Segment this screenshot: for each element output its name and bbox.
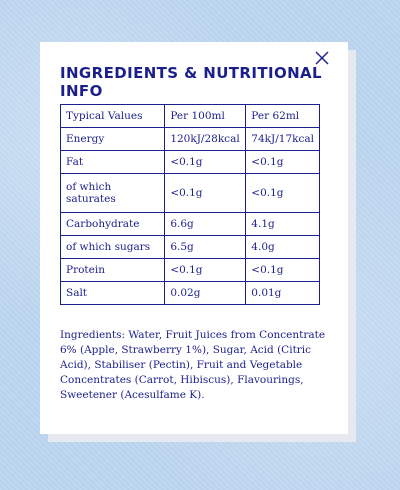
row-value-100ml: 0.02g [165, 282, 246, 305]
row-value-100ml: 120kJ/28kcal [165, 128, 246, 151]
row-value-62ml: 0.01g [246, 282, 320, 305]
table-row [61, 282, 320, 305]
table-row [61, 174, 320, 213]
row-value-62ml: 4.1g [246, 213, 320, 236]
header-per-62ml: Per 62ml [246, 105, 320, 128]
row-label: Protein [61, 259, 165, 282]
row-label: Energy [61, 128, 165, 151]
panel-title: INGREDIENTS & NUTRITIONAL INFO [60, 64, 323, 100]
row-value-62ml: <0.1g [246, 151, 320, 174]
row-value-62ml: 4.0g [246, 236, 320, 259]
table-row [61, 151, 320, 174]
ingredients-text: Ingredients: Water, Fruit Juices from Concentrate 6% (Apple, Strawberry 1%), Sugar, Acid (Citric Acid), Stabiliser (Pectin), Fruit and Vegetable Concentrates (Carrot, Hibiscus), Flavourings, Sweetener (Acesulfame K). [60, 329, 326, 401]
close-icon[interactable] [314, 50, 330, 66]
row-value-100ml: <0.1g [165, 151, 246, 174]
row-label: Carbohydrate [61, 213, 165, 236]
row-value-62ml: <0.1g [246, 174, 320, 213]
row-label: Fat [61, 151, 165, 174]
table-header-row [61, 105, 320, 128]
header-typical-values: Typical Values [61, 105, 165, 128]
row-value-62ml: <0.1g [246, 259, 320, 282]
nutrition-table [60, 104, 320, 305]
row-label: Salt [61, 282, 165, 305]
table-row [61, 259, 320, 282]
nutrition-info-panel [40, 42, 348, 434]
row-value-100ml: <0.1g [165, 174, 246, 213]
row-value-100ml: <0.1g [165, 259, 246, 282]
row-value-100ml: 6.6g [165, 213, 246, 236]
table-row [61, 236, 320, 259]
row-value-100ml: 6.5g [165, 236, 246, 259]
row-value-62ml: 74kJ/17kcal [246, 128, 320, 151]
row-label: of which sugars [61, 236, 165, 259]
header-per-100ml: Per 100ml [165, 105, 246, 128]
table-row [61, 128, 320, 151]
row-label: of which saturates [61, 174, 165, 213]
table-row [61, 213, 320, 236]
